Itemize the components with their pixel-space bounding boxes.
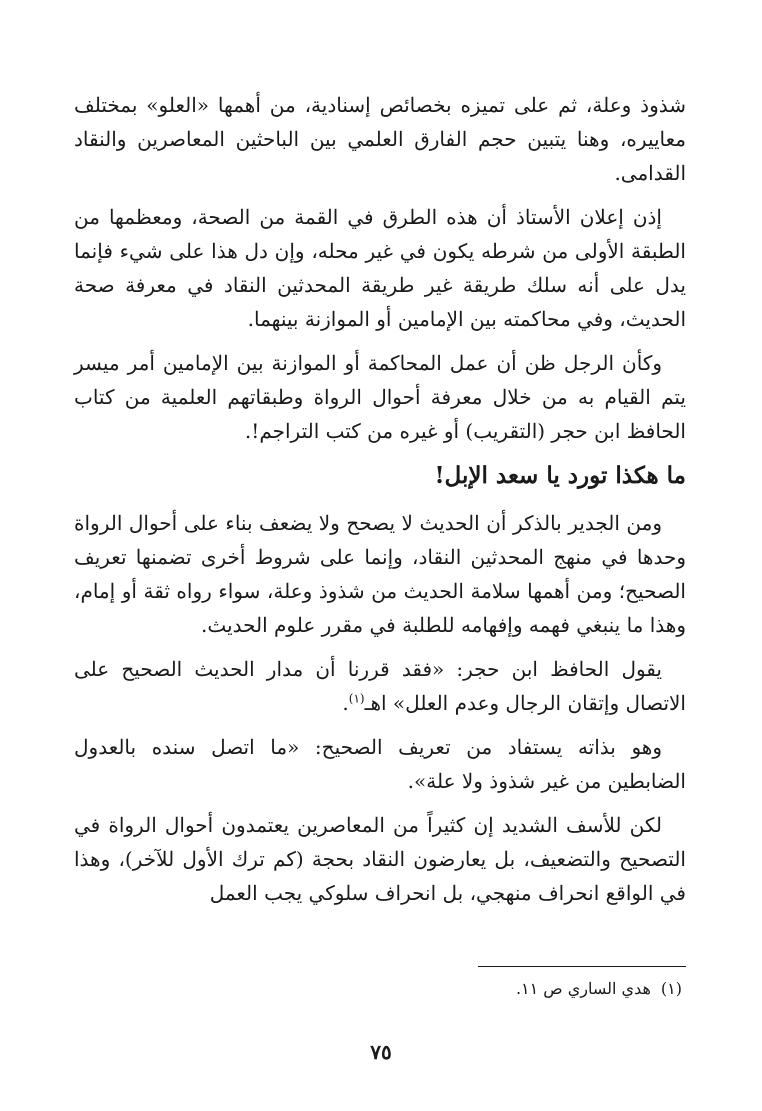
page-body — [74, 88, 686, 920]
paragraph-3: وكأن الرجل ظن أن عمل المحاكمة أو الموازنة بين الإمامين أمر ميسر يتم القيام به من خلال معرفة أحوال الرواة وطبقاتهم العلمية من كتاب الحافظ ابن حجر (التقريب) أو غيره من كتب التراجم!. — [74, 351, 686, 443]
footnote — [74, 976, 682, 1002]
footnote-divider — [478, 966, 686, 967]
footnote-reference[interactable]: (١) — [348, 691, 365, 706]
paragraph-7: لكن للأسف الشديد إن كثيراً من المعاصرين يعتمدون أحوال الرواة في التصحيح والتضعيف، بل يعارضون النقاد بحجة (كم ترك الأول للآخر)، وهذا في الواقع انحراف منهجي، بل انحراف سلوكي يجب العمل — [74, 813, 686, 905]
paragraph-1: شذوذ وعلة، ثم على تميزه بخصائص إسنادية، من أهمها «العلو» بمختلف معاييره، وهنا يتبين حجم الفارق العلمي بين الباحثين المعاصرين والنقاد القدامى. — [74, 93, 687, 185]
paragraph-5 — [74, 652, 686, 720]
paragraph-5-text: يقول الحافظ ابن حجر: «فقد قررنا أن مدار الحديث الصحيح على الاتصال وإتقان الرجال وعدم العلل» اهـ — [74, 657, 686, 715]
page-number: ٧٥ — [370, 1040, 392, 1064]
footnote-number: (١) — [660, 979, 682, 998]
paragraph-5-end: . — [342, 691, 349, 715]
section-heading: ما هكذا تورد يا سعد الإبل! — [434, 462, 686, 489]
footnote-text: هدي الساري ص ١١. — [515, 979, 651, 998]
paragraph-4: ومن الجدير بالذكر أن الحديث لا يصحح ولا يضعف بناء على أحوال الرواة وحدها في منهج المحدثين النقاد، وإنما على شروط أخرى تضمنها تعريف الصحيح؛ ومن أهمها سلامة الحديث من شذوذ وعلة، سواء رواه ثقة أو إمام، وهذا ما ينبغي فهمه وإفهامه للطلبة في مقرر علوم الحديث. — [74, 511, 686, 637]
paragraph-2: إذن إعلان الأستاذ أن هذه الطرق في القمة من الصحة، ومعظمها من الطبقة الأولى من شرطه يكون في غير محله، وإن دل هذا على شيء فإنما يدل على أنه سلك طريقة غير طريقة المحدثين النقاد في معرفة صحة الحديث، وفي محاكمته بين الإمامين أو الموازنة بينهما. — [74, 205, 686, 331]
paragraph-6: وهو بذاته يستفاد من تعريف الصحيح: «ما اتصل سنده بالعدول الضابطين من غير شذوذ ولا علة». — [74, 735, 686, 793]
